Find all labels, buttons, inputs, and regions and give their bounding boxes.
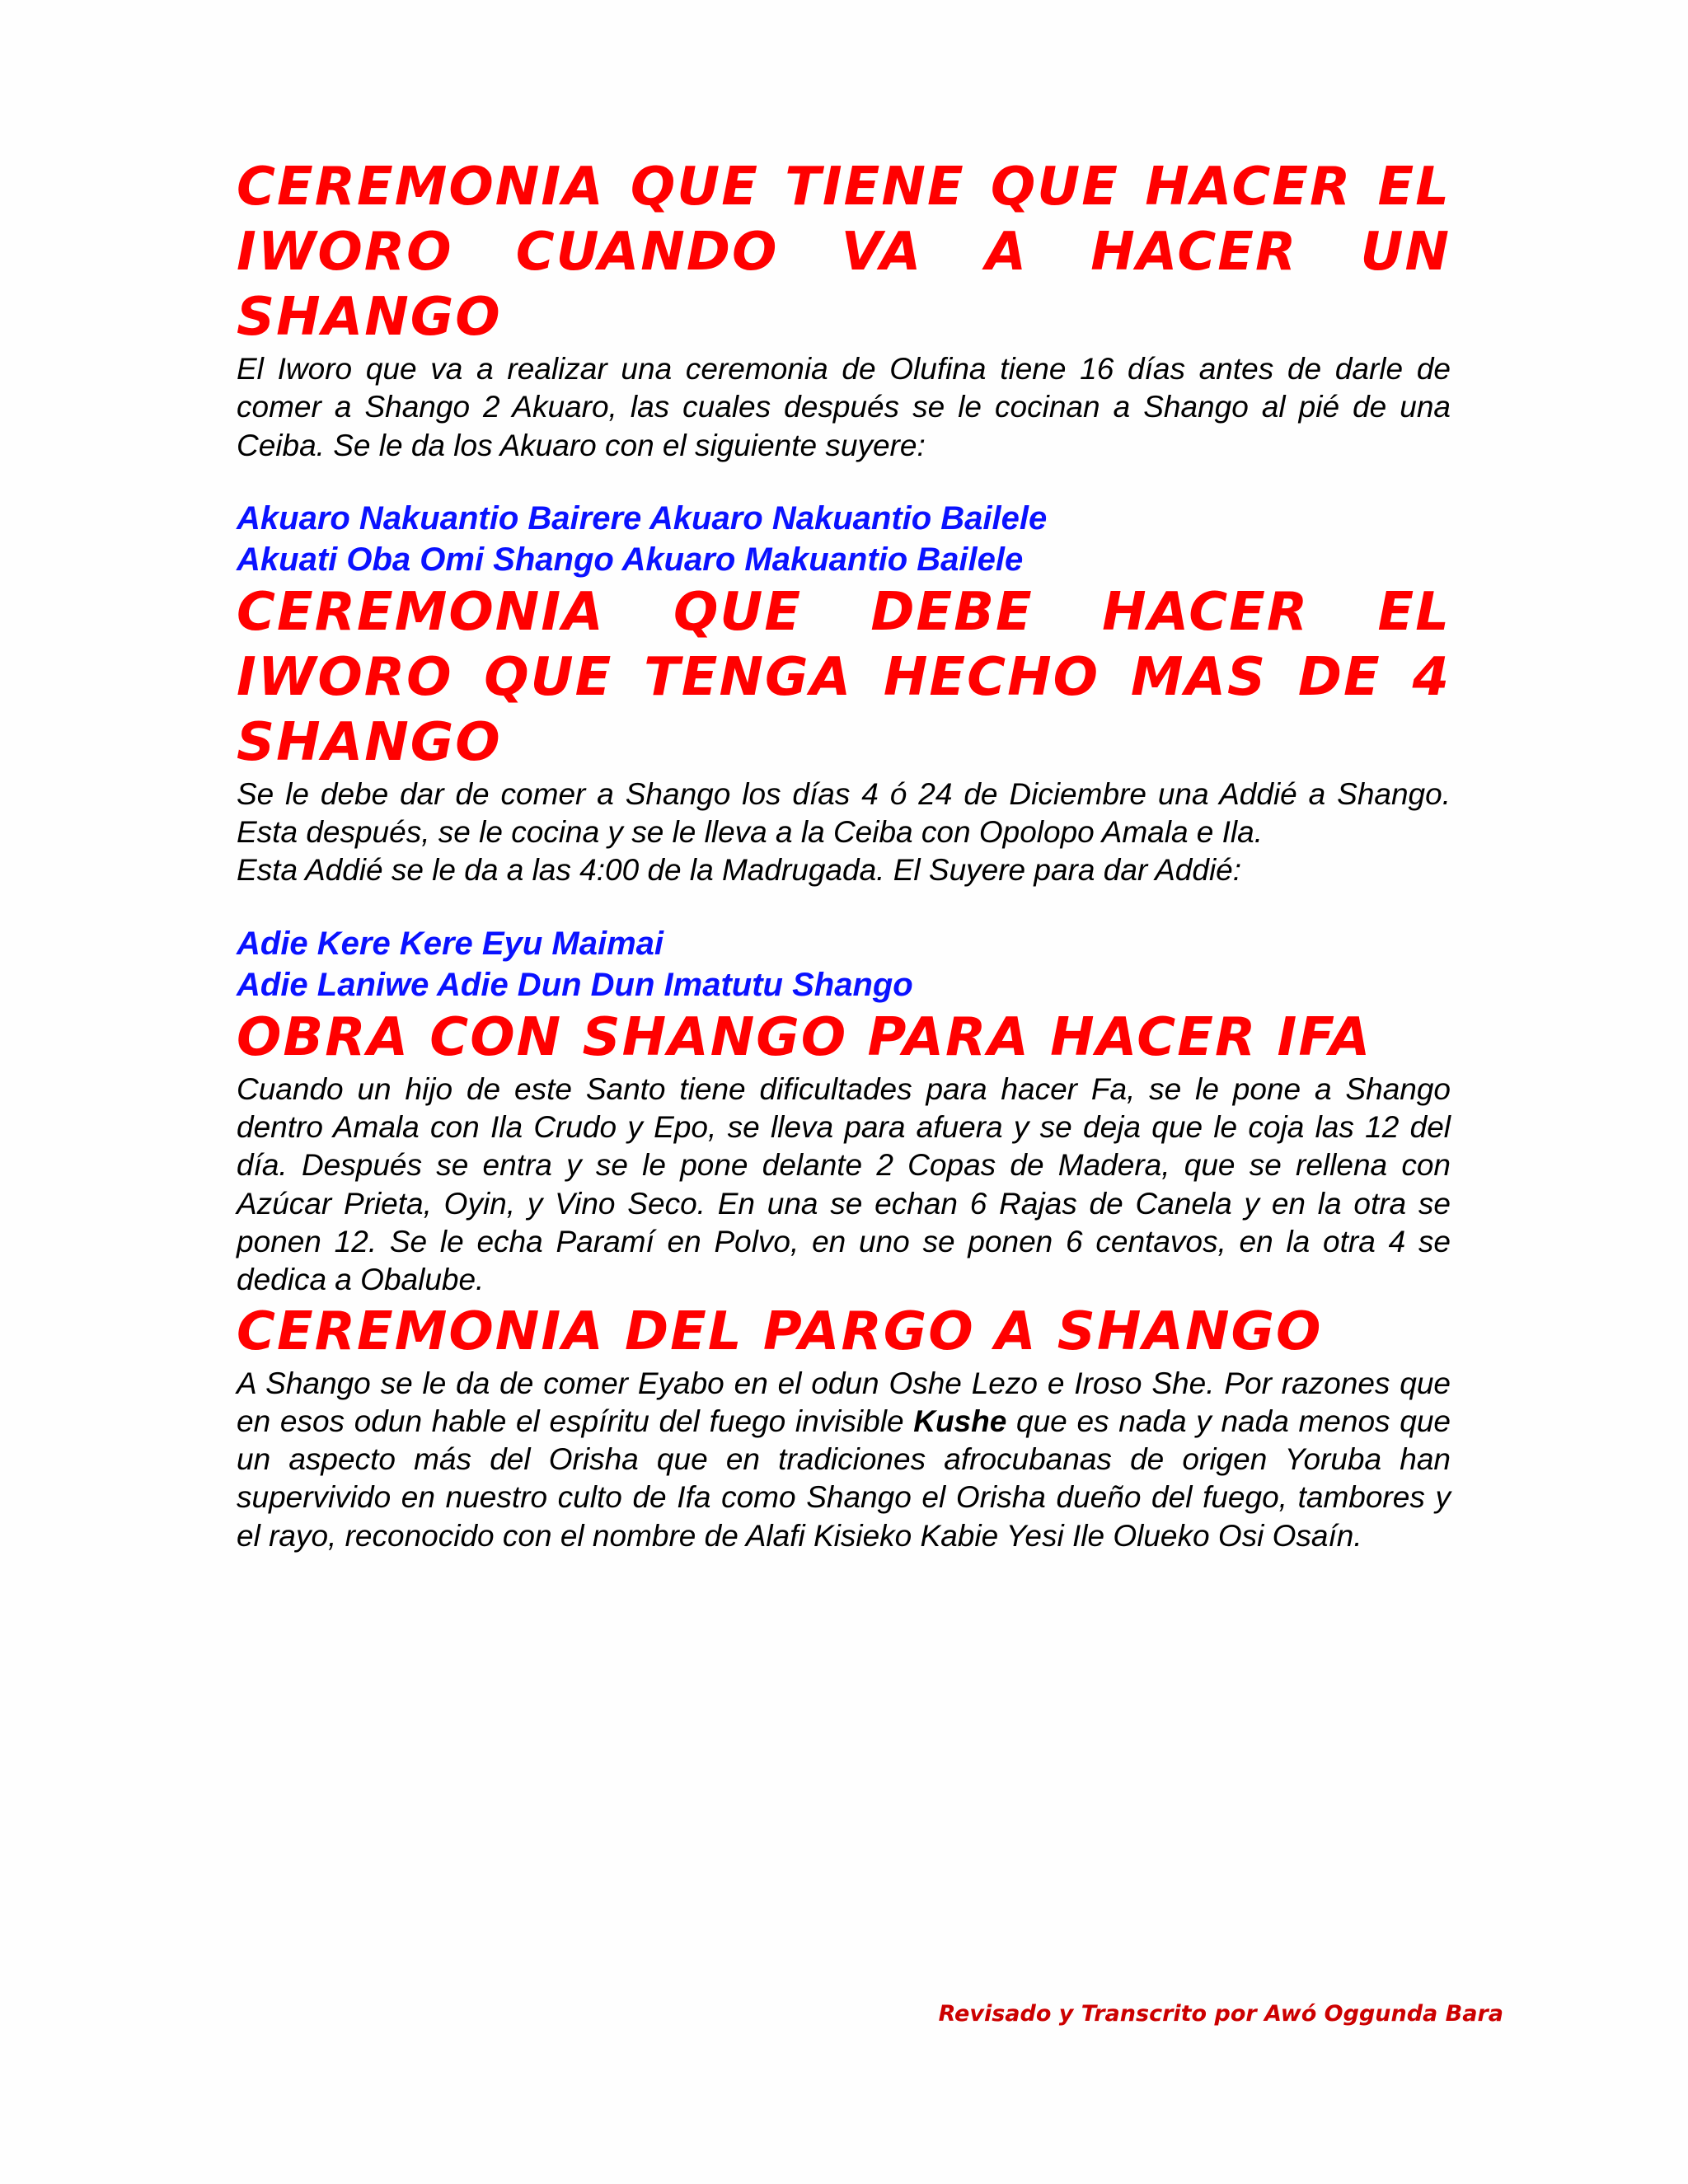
paragraph-text: A Shango se le da de comer Eyabo en el odun Oshe Lezo e Iroso She. Por razones que en esos odun hable el espíritu del fuego invisible xyxy=(237,1366,1451,1438)
suyere-line: Akuaro Nakuantio Bairere Akuaro Nakuantio Bailele xyxy=(237,499,1048,537)
section-title: OBRA CON SHANGO PARA HACER IFA xyxy=(237,1006,1372,1068)
section-title: CEREMONIA DEL PARGO A SHANGO xyxy=(237,1301,1323,1362)
paragraph: Se le debe dar de comer a Shango los días 4 ó 24 de Diciembre una Addié a Shango. Esta después, se le cocina y se le lleva a la Ceiba con Opolopo Amala e Ila. xyxy=(237,776,1451,850)
section-title: CEREMONIA QUE TIENE QUE HACER EL IWORO CUANDO VA A HACER UN SHANGO xyxy=(237,157,1451,348)
paragraph: Cuando un hijo de este Santo tiene dificultades para hacer Fa, se le pone a Shango dentro Amala con Ila Crudo y Epo, se lleva para afuera y se deja que le coja las 12 del día. Después se entra y se le pone delante 2 Copas de Madera, que se rellena con Azúcar Prieta, Oyin, y Vino Seco. En una se echan 6 Rajas de Canela y en la otra se ponen 12. Se le echa Paramí en Polvo, en uno se ponen 6 centavos, en la otra 4 se dedica a Obalube. xyxy=(237,1071,1451,1297)
paragraph: Esta Addié se le da a las 4:00 de la Madrugada. El Suyere para dar Addié: xyxy=(237,853,1242,888)
section-title: CEREMONIA QUE DEBE HACER EL IWORO QUE TENGA HECHO MAS DE 4 SHANGO xyxy=(237,581,1451,773)
paragraph-text: que es nada y nada menos que un aspecto más del Orisha que en tradiciones afrocubanas de origen Yoruba han supervivido en nuestro culto de Ifa como Shango el Orisha dueño del fuego, tambores y el rayo, reconocido con el nombre de Alafi Kisieko Kabie Yesi Ile Olueko Osi Osaín. xyxy=(237,1404,1451,1553)
emphasized-word: Kushe xyxy=(913,1404,1007,1438)
suyere-line: Adie Kere Kere Eyu Maimai xyxy=(237,925,663,962)
document-content xyxy=(237,155,1451,1555)
suyere-line: Adie Laniwe Adie Dun Dun Imatutu Shango xyxy=(237,966,913,1003)
paragraph: El Iworo que va a realizar una ceremonia de Olufina tiene 16 días antes de darle de comer a Shango 2 Akuaro, las cuales después se le cocinan a Shango al pié de una Ceiba. Se le da los Akuaro con el siguiente suyere: xyxy=(237,352,1451,462)
footer-credit: Revisado y Transcrito por Awó Oggunda Bara xyxy=(938,2001,1503,2027)
paragraph xyxy=(237,1365,1451,1555)
suyere-line: Akuati Oba Omi Shango Akuaro Makuantio Bailele xyxy=(237,541,1024,578)
